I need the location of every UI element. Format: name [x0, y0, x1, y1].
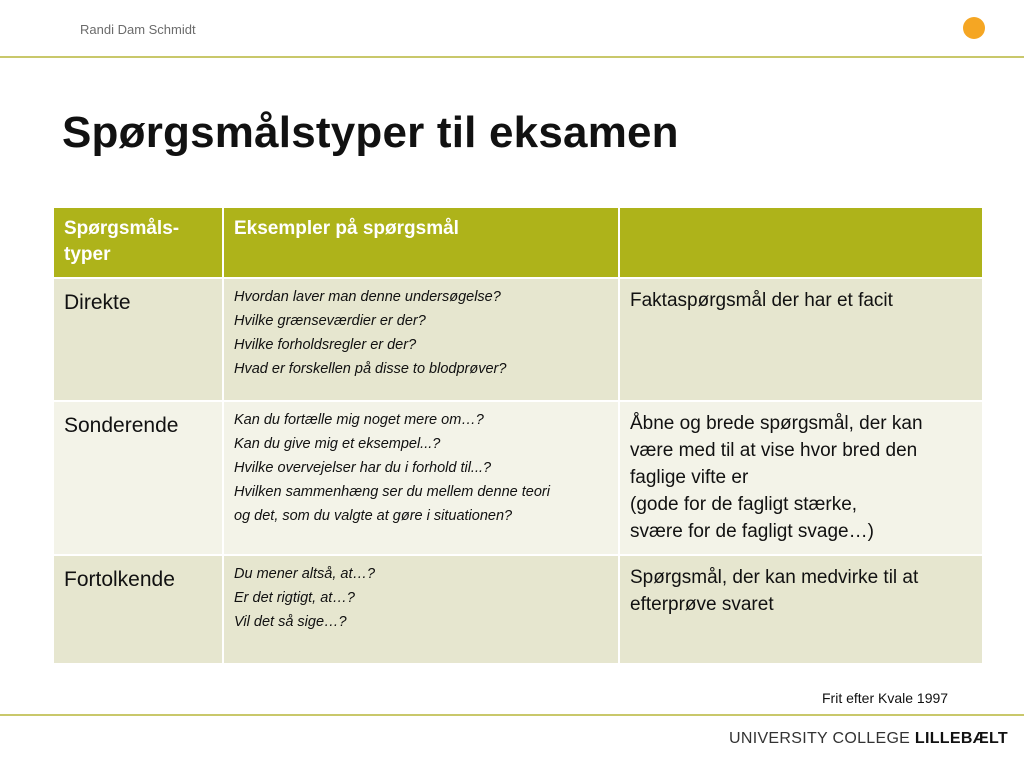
question-types-table	[52, 206, 984, 665]
description-line: efterprøve svaret	[630, 594, 774, 615]
question-type: Direkte	[54, 279, 222, 400]
example-questions	[224, 556, 618, 663]
description-line: Faktaspørgsmål der har et facit	[630, 290, 893, 311]
example-line: Vil det så sige…?	[234, 614, 347, 630]
example-line: Kan du give mig et eksempel...?	[234, 436, 441, 452]
bottom-divider	[0, 714, 1024, 716]
description-line: være med til at vise hvor bred den	[630, 440, 918, 461]
example-line: Hvordan laver man denne undersøgelse?	[234, 289, 501, 305]
type-description	[620, 402, 982, 554]
type-description	[620, 279, 982, 400]
logo-text-bold: LILLEBÆLT	[914, 730, 1008, 747]
slide-title: Spørgsmålstyper til eksamen	[62, 108, 679, 157]
author-name: Randi Dam Schmidt	[80, 22, 196, 37]
table-row	[54, 556, 982, 663]
type-description	[620, 556, 982, 663]
example-questions	[224, 279, 618, 400]
top-divider	[0, 56, 1024, 58]
table-row	[54, 402, 982, 554]
example-line: og det, som du valgte at gøre i situationen?	[234, 508, 513, 524]
source-note: Frit efter Kvale 1997	[822, 690, 949, 706]
example-line: Hvad er forskellen på disse to blodprøver?	[234, 361, 507, 377]
example-line: Hvilke overvejelser har du i forhold til...?	[234, 460, 492, 476]
orange-dot-icon	[963, 17, 985, 39]
example-line: Kan du fortælle mig noget mere om…?	[234, 412, 484, 428]
description-line: Åbne og brede spørgsmål, der kan	[630, 413, 923, 434]
example-line: Hvilke forholdsregler er der?	[234, 337, 417, 353]
header-examples: Eksempler på spørgsmål	[224, 208, 618, 277]
university-logo	[729, 730, 1008, 748]
table-header-row	[54, 208, 982, 277]
example-line: Hvilken sammenhæng ser du mellem denne teori	[234, 484, 550, 500]
logo-text-light: UNIVERSITY COLLEGE	[729, 730, 915, 747]
example-line: Du mener altså, at…?	[234, 566, 376, 582]
table-row	[54, 279, 982, 400]
description-line: Spørgsmål, der kan medvirke til at	[630, 567, 919, 588]
example-line: Hvilke grænseværdier er der?	[234, 313, 426, 329]
example-line: Er det rigtigt, at…?	[234, 590, 355, 606]
question-type: Sonderende	[54, 402, 222, 554]
header-description	[620, 208, 982, 277]
question-type: Fortolkende	[54, 556, 222, 663]
description-line: svære for de fagligt svage…)	[630, 521, 874, 542]
example-questions	[224, 402, 618, 554]
header-types: Spørgsmåls- typer	[54, 208, 222, 277]
description-line: faglige vifte er	[630, 467, 749, 488]
description-line: (gode for de fagligt stærke,	[630, 494, 858, 515]
